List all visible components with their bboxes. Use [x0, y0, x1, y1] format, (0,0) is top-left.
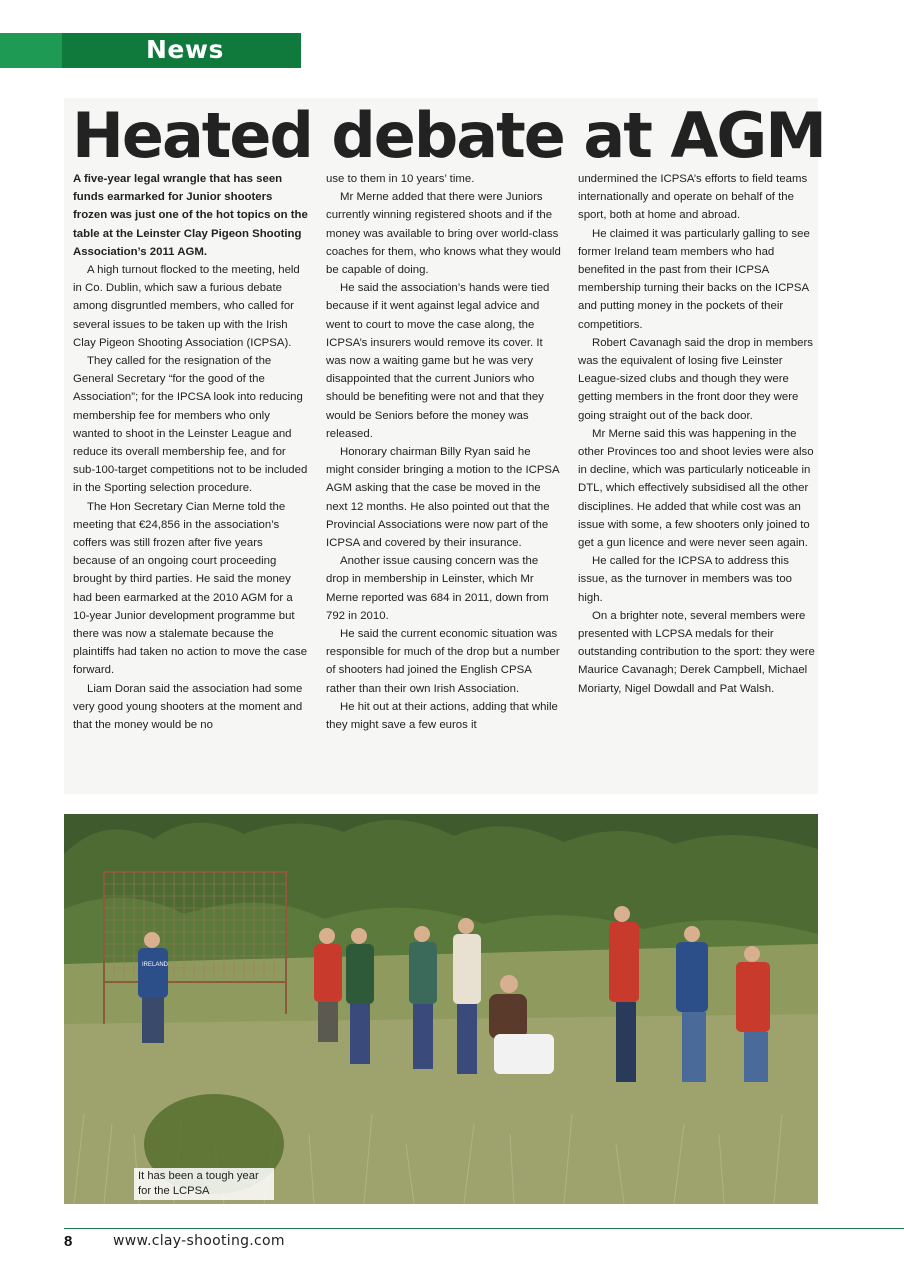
article-paragraph: He said the association’s hands were tied because if it went against legal advice and went to court to move the case along, the ICPSA’s insurers would remove its cover. It was now a waiting game but he was very disappointed that the current Juniors who should be benefiting were not and that they would be Seniors before the money was released. — [326, 282, 550, 440]
article-column-1 — [73, 170, 308, 734]
article-paragraph: Liam Doran said the association had some very good young shooters at the moment and that the money would be no — [73, 682, 303, 732]
section-label: News — [146, 35, 224, 64]
article-paragraph-continued: undermined the ICPSA’s efforts to field teams internationally and operate on behalf of the sport, both at home and abroad. — [578, 173, 808, 222]
article-intro: A five-year legal wrangle that has seen funds earmarked for Junior shooters frozen was just one of the hot topics on the table at the Leinster Clay Pigeon Shooting Association’s 2011 AGM. — [73, 173, 308, 258]
footer-rule — [64, 1228, 904, 1229]
article-headline: Heated debate at AGM — [72, 99, 825, 172]
section-header-band — [0, 33, 301, 68]
article-paragraph: They called for the resignation of the General Secretary “for the good of the Association”; for the IPCSA look into reducing membership fee for members who only wanted to shoot in the Leinster League and reduce its overall membership fee, and for sub-100-target competitions not to be included in the Sporting selection procedure. — [73, 355, 308, 495]
page-number: 8 — [64, 1233, 73, 1250]
article-photo — [64, 814, 818, 1204]
article-paragraph: He said the current economic situation was responsible for much of the drop but a number of shooters had joined the English CPSA rather than their own Irish Association. — [326, 628, 560, 695]
article-paragraph: A high turnout flocked to the meeting, held in Co. Dublin, which saw a furious debate among disgruntled members, who called for several issues to be taken up with the Irish Clay Pigeon Shooting Association (ICPSA). — [73, 264, 300, 349]
article-paragraph: Another issue causing concern was the drop in membership in Leinster, which Mr Merne reported was 684 in 2011, down from 792 in 2010. — [326, 555, 549, 622]
article-paragraph: Honorary chairman Billy Ryan said he might consider bringing a motion to the ICPSA AGM asking that the case be moved in the next 12 months. He also pointed out that the Provincial Associations were now part of the ICPSA and covered by their insurance. — [326, 446, 560, 550]
article-paragraph: Robert Cavanagh said the drop in members was the equivalent of losing five Leinster League-sized clubs and though they were getting members in the front door they were going straight out of the back door. — [578, 336, 813, 422]
article-paragraph-continued: use to them in 10 years’ time. — [326, 173, 475, 185]
photo-caption: It has been a tough year for the LCPSA — [134, 1168, 274, 1200]
article-paragraph: On a brighter note, several members were presented with LCPSA medals for their outstanding contribution to the sport: they were Maurice Cavanagh; Derek Campbell, Michael Moriarty, Nigel Dowdall and Pat Walsh. — [578, 609, 815, 695]
article-paragraph: The Hon Secretary Cian Merne told the meeting that €24,856 in the association’s coffers was still frozen after five years because of an ongoing court proceeding brought by third parties. He said the money had been earmarked at the 2010 AGM for a 10-year Junior development programme but there was now a stalemate because the plaintiffs had taken no action to move the case forward. — [73, 500, 308, 677]
shirt-text: IRELAND — [142, 962, 169, 968]
website-url[interactable]: www.clay-shooting.com — [113, 1233, 285, 1249]
photo-illustration — [64, 814, 818, 1204]
article-paragraph: Mr Merne added that there were Juniors currently winning registered shoots and if the money was available to bring over world-class coaches for them, who knows what they would be capable of doing. — [326, 191, 561, 277]
article-column-3 — [578, 170, 816, 698]
article-paragraph: He claimed it was particularly galling to see former Ireland team members who had benefited in the past from their ICPSA membership turning their backs on the ICPSA and putting money in the pockets of their competitiors. — [578, 227, 810, 331]
article-paragraph: Mr Merne said this was happening in the other Provinces too and shoot levies were also in decline, which was particularly noticeable in DTL, which effectively subsidised all the other disciplines. He added that while cost was an issue with some, a few shooters only joined to get a gun licence and were never seen again. — [578, 427, 814, 550]
article-paragraph: He hit out at their actions, adding that while they might save a few euros it — [326, 700, 558, 732]
article-paragraph: He called for the ICPSA to address this issue, as the turnover in members was too high. — [578, 555, 792, 604]
article-column-2 — [326, 170, 561, 734]
